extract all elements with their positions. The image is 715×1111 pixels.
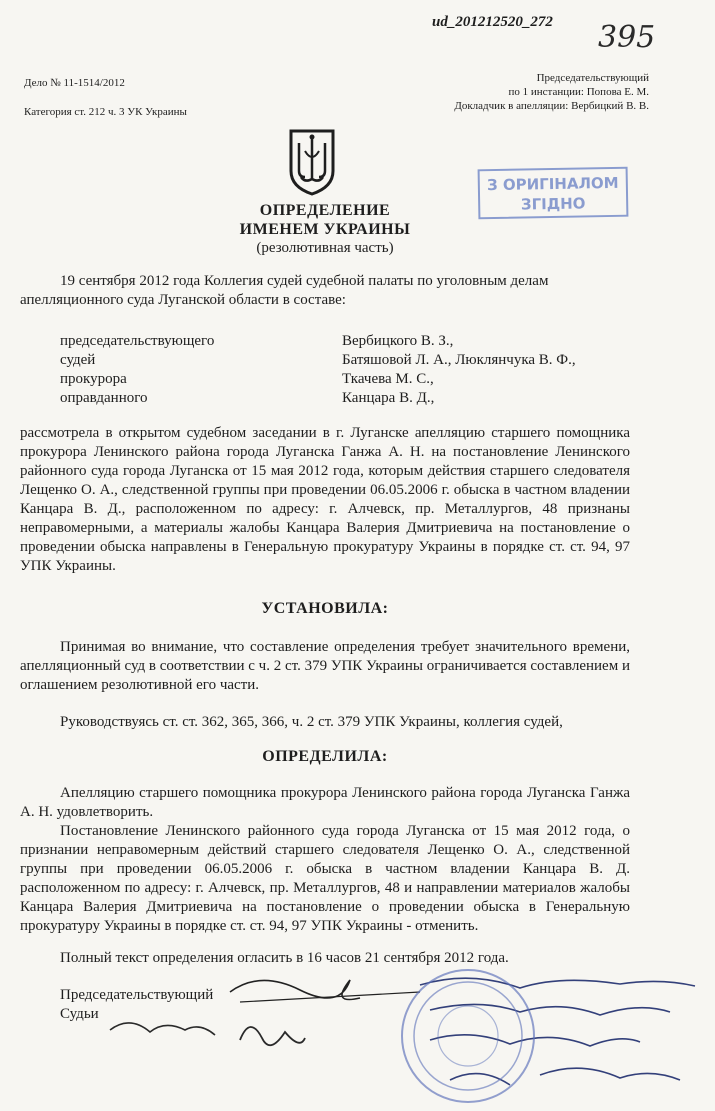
composition-person: Вербицкого В. З., (342, 333, 454, 349)
case-category: Категория ст. 212 ч. 3 УК Украины (24, 106, 187, 118)
presiding-label: Председательствующий (536, 72, 649, 84)
intro-line-1: 19 сентября 2012 года Коллегия судей судебной палаты по уголовным делам (60, 273, 549, 289)
composition-person: Канцара В. Д., (342, 390, 435, 406)
composition-row (60, 351, 620, 370)
composition-role: оправданного (60, 390, 148, 406)
document-title-in-name-of: ИМЕНЕМ УКРАИНЫ (239, 221, 411, 238)
case-number: Дело № 11-1514/2012 (24, 77, 125, 89)
ruling-paragraph: Постановление Ленинского районного суда города Луганска от 15 мая 2012 года, о признании неправомерным действий старшего следователя Лещенко О. А., следственной группы при проведении 06.05.2006 г. обыска в частном владении Канцара В. Д. расположенном по адресу: г. Алчевск, пр. Металлургов, 48 и направлении материалов жалобы Канцара Валерия Дмитриевича на постановление о проведении обыска в Генеральную прокуратуру Украины в порядке ст. ст. 94, 97 УПК Украины - отменить. (20, 823, 630, 934)
composition-person: Батяшовой Л. А., Люклянчука В. Ф., (342, 352, 576, 368)
full-text-paragraph: Полный текст определения огласить в 16 часов 21 сентября 2012 года. (60, 950, 509, 966)
considered-paragraph: рассмотрела в открытом судебном заседании в г. Луганске апелляцию старшего помощника прокурора Ленинского района города Луганска Ганжа А. Н. на постановление Ленинского районного суда города Луганска от 15 мая 2012 года, которым действия старшего следователя Лещенко О. А., следственной группы при проведении 06.05.2006 г. обыска в частном владении Канцара В. Д., расположенном по адресу: г. Алчевск, пр. Металлургов, 48 признаны неправомерными, а материалы жалобы Канцара Валерия Дмитриевича на постановление о проведении обыска направлены в Генеральную прокуратуру Украины в порядке ст. ст. 94, 97 УПК Украины. (20, 425, 630, 574)
document-id: ud_201212520_272 (432, 14, 553, 30)
heading-established: УСТАНОВИЛА: (261, 600, 389, 617)
composition-role: прокурора (60, 371, 127, 387)
document-title: ОПРЕДЕЛЕНИЕ (259, 202, 391, 219)
stamp-line-1: З ОРИГІНАЛОМ (486, 173, 619, 195)
composition-person: Ткачева М. С., (342, 371, 434, 387)
stamp-line-2: ЗГІДНО (520, 194, 586, 214)
handwritten-page-number: 395 (598, 20, 656, 55)
composition-role: судей (60, 352, 96, 368)
court-composition (60, 332, 620, 408)
considering-paragraph: Принимая во внимание, что составление определения требует значительного времени, апелляционный суд в соответствии с ч. 2 ст. 379 УПК Украины ограничивается составлением и оглашением резолютивной его части. (20, 639, 630, 693)
rapporteur: Докладчик в апелляции: Вербицкий В. В. (454, 100, 649, 112)
presiding-signature-label: Председательствующий (60, 987, 214, 1003)
intro-line-2: апелляционного суда Луганской области в составе: (20, 292, 346, 308)
handwritten-signatures (0, 960, 715, 1111)
judges-info-block (454, 71, 649, 113)
heading-decided: ОПРЕДЕЛИЛА: (262, 748, 388, 765)
judges-signature-label: Судьи (60, 1006, 99, 1022)
document-subtitle: (резолютивная часть) (256, 240, 394, 256)
composition-row (60, 332, 620, 351)
guided-paragraph: Руководствуясь ст. ст. 362, 365, 366, ч. 2 ст. 379 УПК Украины, коллегия судей, (60, 714, 563, 730)
composition-role: председательствующего (60, 333, 215, 349)
composition-row (60, 389, 620, 408)
composition-row (60, 370, 620, 389)
round-seal-icon (398, 966, 538, 1106)
appeal-granted-paragraph: Апелляцию старшего помощника прокурора Ленинского района города Луганска Ганжа А. Н. удовлетворить. (20, 785, 630, 820)
coat-of-arms-icon (287, 127, 337, 202)
presiding-first-instance: по 1 инстанции: Попова Е. М. (508, 86, 649, 98)
